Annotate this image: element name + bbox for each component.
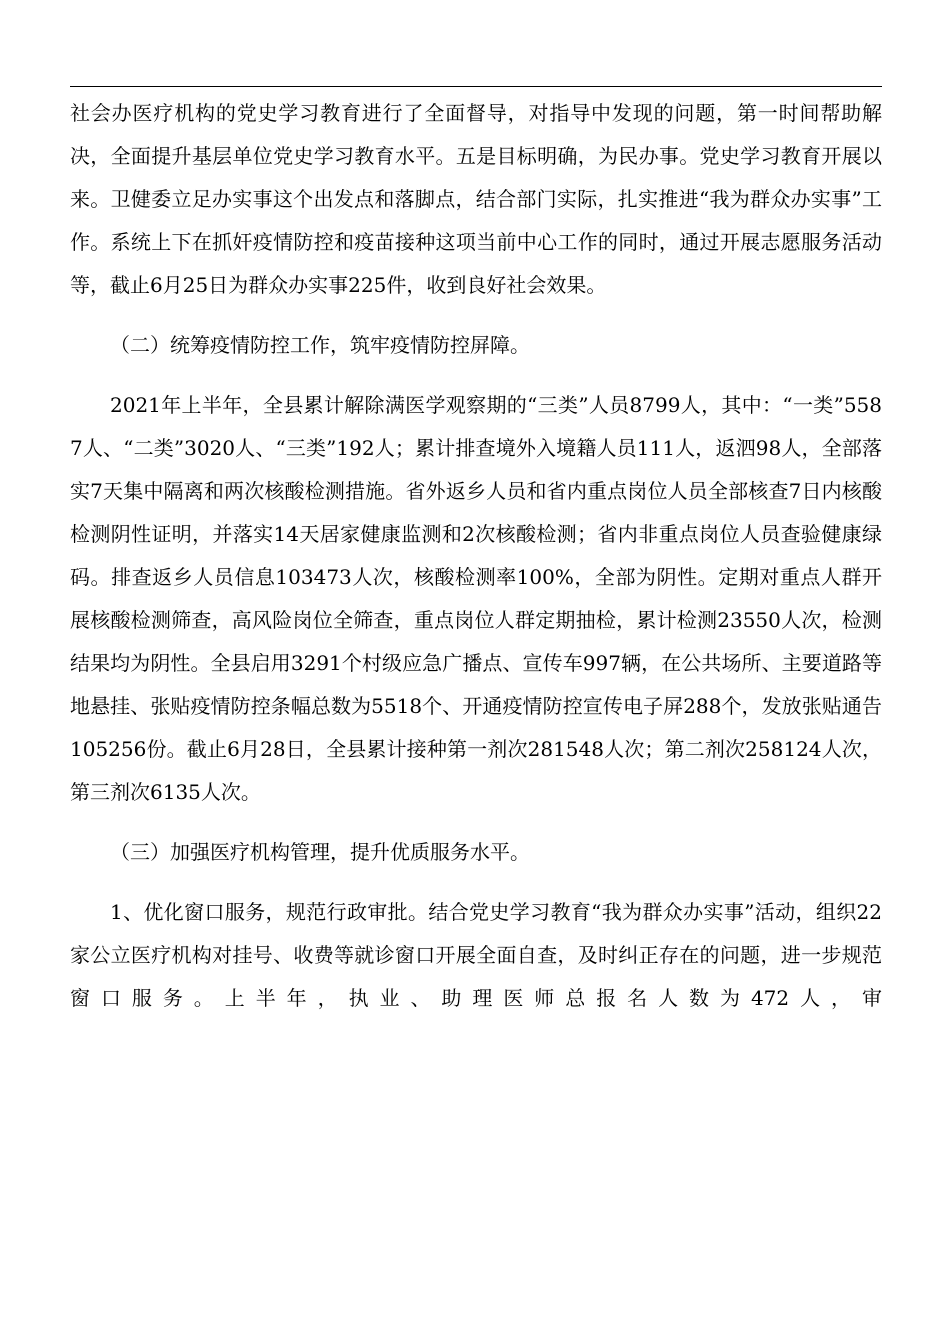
section-heading: （三）加强医疗机构管理，提升优质服务水平。 [110,840,530,864]
body-paragraph: 1、优化窗口服务，规范行政审批。结合党史学习教育“我为群众办实事”活动，组织22家公立医疗机构对挂号、收费等就诊窗口开展全面自查，及时纠正存在的问题，进一步规范窗口服务。上半年，执业、助理医师总报名人数为472人，审 [70,900,882,1010]
body-paragraph: 社会办医疗机构的党史学习教育进行了全面督导，对指导中发现的问题，第一时间帮助解决，全面提升基层单位党史学习教育水平。五是目标明确，为民办事。党史学习教育开展以来。卫健委立足办实事这个出发点和落脚点，结合部门实际，扎实推进“我为群众办实事”工作。系统上下在抓奸疫情防控和疫苗接种这项当前中心工作的同时，通过开展志愿服务活动等，截止6月25日为群众办实事225件，收到良好社会效果。 [70,101,882,297]
body-paragraph: 2021年上半年，全县累计解除满医学观察期的“三类”人员8799人，其中：“一类”5587人、“二类”3020人、“三类”192人；累计排查境外入境籍人员111人，返泗98人，全部落实7天集中隔离和两次核酸检测措施。省外返乡人员和省内重点岗位人员全部核查7日内核酸检测阴性证明，并落实14天居家健康监测和2次核酸检测；省内非重点岗位人员查验健康绿码。排查返乡人员信息103473人次，核酸检测率100%，全部为阴性。定期对重点人群开展核酸检测筛查，高风险岗位全筛查，重点岗位人群定期抽检，累计检测23550人次，检测结果均为阴性。全县启用3291个村级应急广播点、宣传车997辆，在公共场所、主要道路等地悬挂、张贴疫情防控条幅总数为5518个、开通疫情防控宣传电子屏288个，发放张贴通告105256份。截止6月28日，全县累计接种第一剂次281548人次；第二剂次258124人次，第三剂次6135人次。 [70,393,882,804]
document-body [70,92,882,1020]
section-heading: （二）统筹疫情防控工作，筑牢疫情防控屏障。 [110,333,530,357]
header-rule [70,86,882,87]
